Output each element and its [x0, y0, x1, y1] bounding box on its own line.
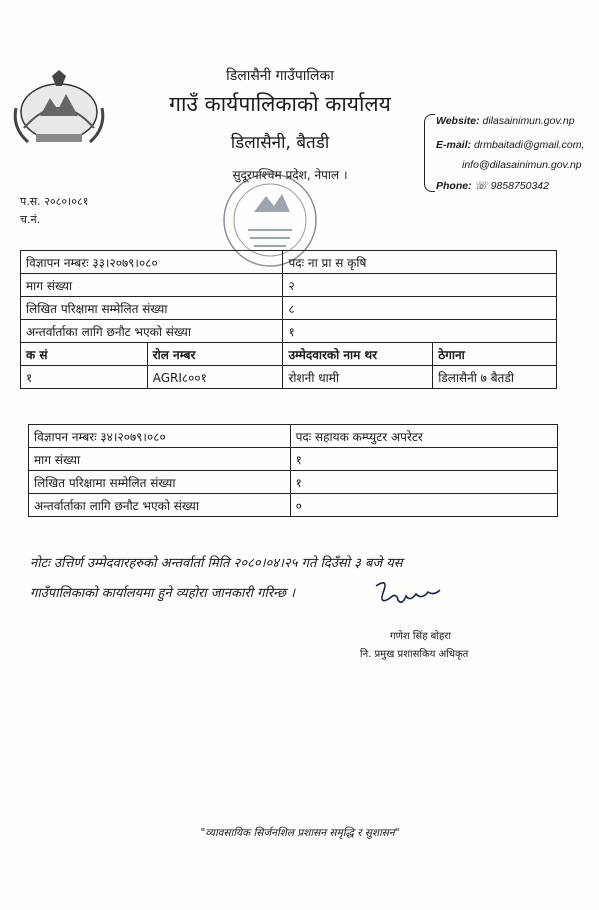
email-line [436, 139, 584, 151]
column-header: ठेगाना [433, 343, 557, 366]
website-line [436, 115, 575, 127]
vacancy-table-2 [28, 424, 558, 517]
office-title: गाउँ कार्यपालिकाको कार्यालय [169, 92, 391, 116]
candidate-serial: १ [21, 366, 148, 389]
row-value: ८ [283, 297, 557, 320]
table-row [29, 494, 558, 517]
email-link-2: info@dilasainimun.gov.np [462, 159, 582, 171]
email-label: E-mail: [436, 139, 472, 151]
row-value: १ [290, 448, 557, 471]
province-line: सुदूरपश्चिम प्रदेश, नेपाल । [232, 168, 348, 182]
table-row [29, 448, 558, 471]
signatory-title: नि. प्रमुख प्रशासकिय अधिकृत [360, 649, 469, 660]
office-motto: "व्यावसायिक सिर्जनशिल प्रशासन समृद्धि र सुशासन" [200, 827, 400, 839]
reference-number: प.स. २०८०।०८१ [20, 195, 89, 208]
municipality-name: डिलासैनी गाउँपालिका [226, 68, 334, 84]
candidate-name: रोशनी धामी [283, 366, 433, 389]
row-label: लिखित परिक्षामा सम्मेलित संख्या [21, 297, 283, 320]
table-row [29, 471, 558, 494]
column-header: क सं [21, 343, 148, 366]
candidate-roll: AGRI८००१ [147, 366, 283, 389]
table-row [21, 251, 557, 274]
candidate-row [21, 366, 557, 389]
column-header: उम्मेदवारको नाम थर [283, 343, 433, 366]
nepal-emblem-icon [10, 68, 108, 150]
post-name: पदः ना प्रा स कृषि [283, 251, 557, 274]
row-value: १ [290, 471, 557, 494]
signature-icon [370, 576, 442, 612]
row-value: १ [283, 320, 557, 343]
table-row [21, 297, 557, 320]
contact-bracket [424, 114, 435, 192]
vacancy-table-1 [20, 250, 557, 389]
advertisement-number: विज्ञापन नम्बरः ३४।२०७९।०८० [29, 425, 291, 448]
row-label: अन्तर्वार्ताका लागि छनौट भएको संख्या [21, 320, 283, 343]
table-row [29, 425, 558, 448]
note-line-1: नोटः उत्तिर्ण उम्मेदवारहरुको अन्तर्वार्ता मिति २०८०।०४।२५ गते दिउँसो ३ बजे यस [30, 556, 403, 571]
candidate-header-row [21, 343, 557, 366]
row-label: अन्तर्वार्ताका लागि छनौट भएको संख्या [29, 494, 291, 517]
website-link: dilasainimun.gov.np [482, 115, 575, 127]
note-line-2: गाउँपालिकाको कार्यालयमा हुने व्यहोरा जानकारी गरिन्छ । [30, 586, 296, 601]
phone-label: Phone: [436, 180, 472, 192]
email-link-1: drmbaitadi@gmail.com, [473, 139, 585, 151]
signatory-name: गणेश सिंह बोहरा [390, 631, 451, 642]
candidate-address: डिलासैनी ७ बैतडी [433, 366, 557, 389]
table-row [21, 274, 557, 297]
phone-icon: ☏ [474, 180, 488, 192]
table-row [21, 320, 557, 343]
dispatch-number: च.नं. [20, 213, 41, 226]
column-header: रोल नम्बर [147, 343, 283, 366]
advertisement-number: विज्ञापन नम्बरः ३३।२०७९।०८० [21, 251, 283, 274]
row-value: २ [283, 274, 557, 297]
row-label: माग संख्या [21, 274, 283, 297]
office-location: डिलासैनी, बैतडी [230, 133, 330, 153]
row-label: लिखित परिक्षामा सम्मेलित संख्या [29, 471, 291, 494]
row-label: माग संख्या [29, 448, 291, 471]
website-label: Website: [436, 115, 480, 127]
row-value: ० [290, 494, 557, 517]
phone-line [436, 180, 549, 192]
post-name: पदः सहायक कम्प्युटर अपरेटर [290, 425, 557, 448]
phone-number: 9858750342 [490, 180, 549, 192]
